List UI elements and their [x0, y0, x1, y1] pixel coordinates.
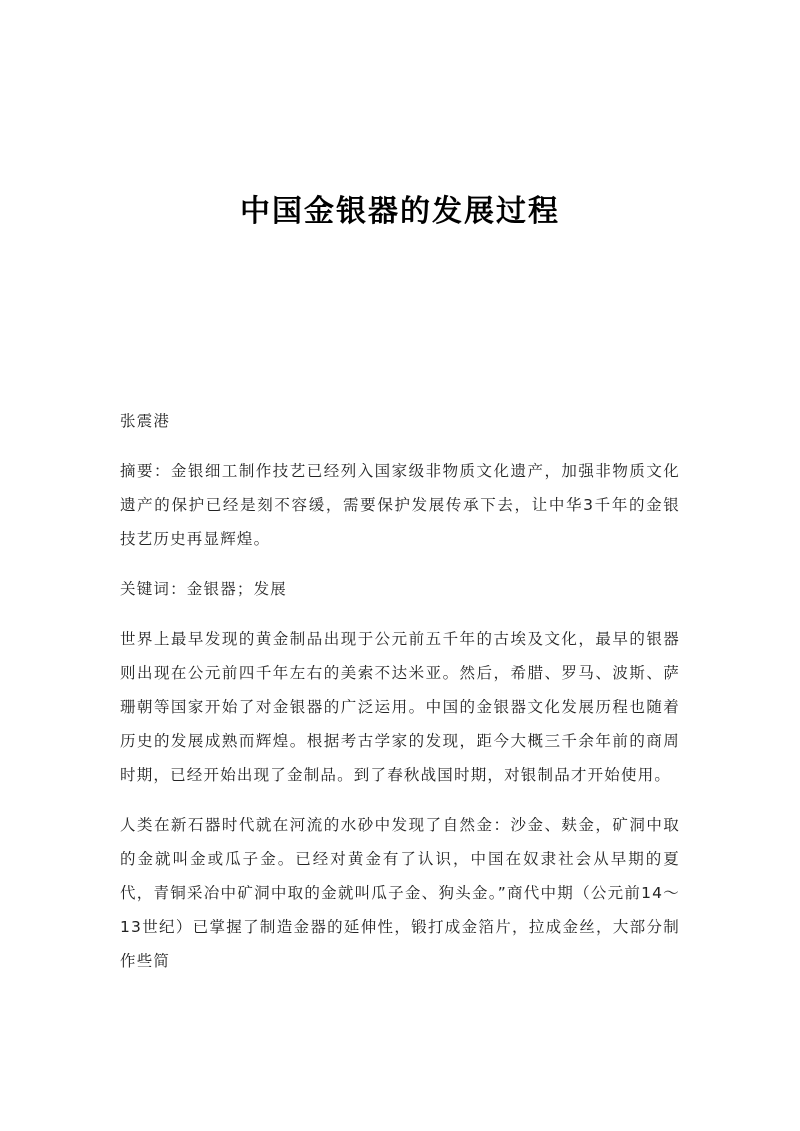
keywords-line: 关键词：金银器；发展 [120, 580, 288, 598]
document-title: 中国金银器的发展过程 [240, 194, 560, 229]
author-line: 张震港 [120, 412, 171, 430]
body-paragraph: 人类在新石器时代就在河流的水砂中发现了自然金：沙金、麸金，矿洞中取的金就叫金或瓜子金。已经对黄金有了认识，中国在奴隶社会从早期的夏代，青铜采冶中矿洞中取的金就叫瓜子金、狗头金。”商代中期（公元前14～13世纪）已掌握了制造金器的延伸性，锻打成金箔片，拉成金丝，大部分制作些简 [120, 816, 680, 970]
abstract-paragraph: 摘要：金银细工制作技艺已经列入国家级非物质文化遗产，加强非物质文化遗产的保护已经是刻不容缓，需要保护发展传承下去，让中华3千年的金银技艺历史再显辉煌。 [120, 462, 680, 548]
body-paragraph: 世界上最早发现的黄金制品出现于公元前五千年的古埃及文化，最早的银器则出现在公元前四千年左右的美索不达米亚。然后，希腊、罗马、波斯、萨珊朝等国家开始了对金银器的广泛运用。中国的金银器文化发展历程也随着历史的发展成熟而辉煌。根据考古学家的发现，距今大概三千余年前的商周时期，已经开始出现了金制品。到了春秋战国时期，对银制品才开始使用。 [120, 630, 680, 784]
document-body [120, 404, 680, 994]
